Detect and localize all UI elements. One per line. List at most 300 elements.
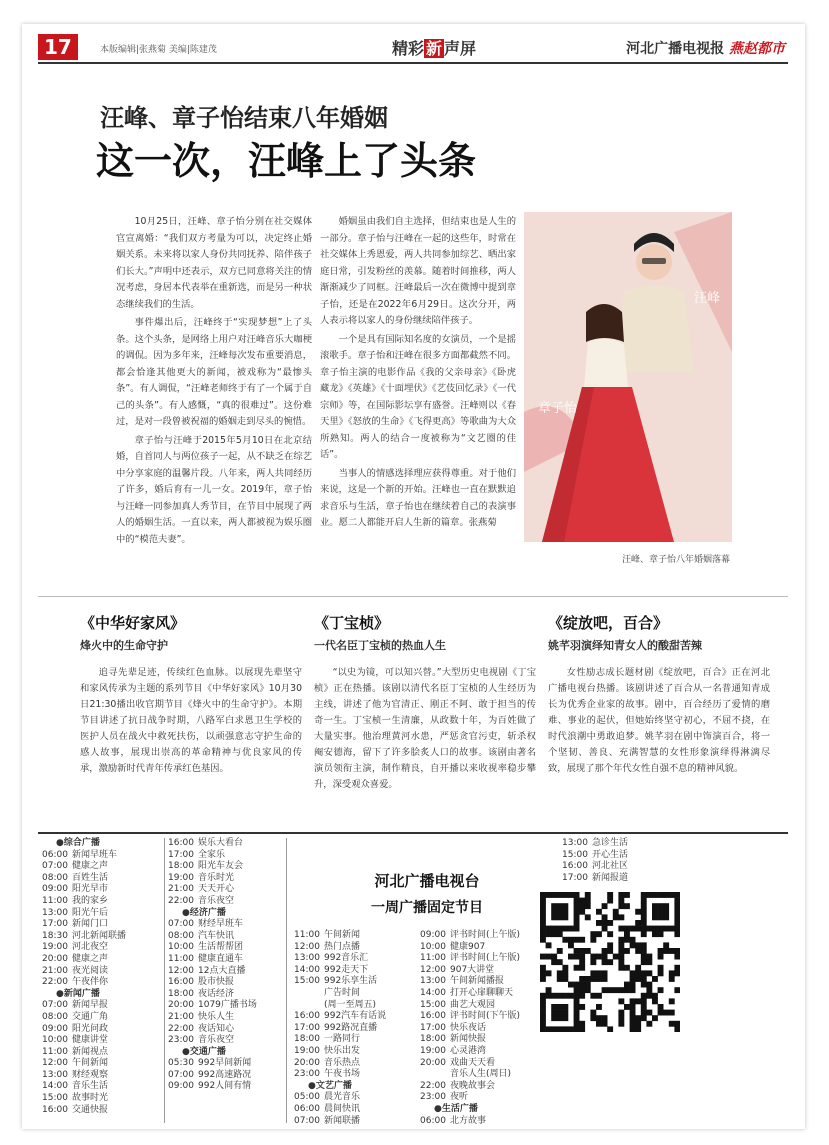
qr-module xyxy=(590,993,596,999)
qr-module xyxy=(674,987,680,993)
schedule-section-title xyxy=(42,838,164,850)
schedule-time: 20:00 xyxy=(420,1057,446,1068)
schedule-row xyxy=(168,919,286,931)
schedule-time: 19:00 xyxy=(168,872,194,883)
schedule-row xyxy=(294,965,412,977)
schedule-row xyxy=(168,989,286,1001)
qr-module xyxy=(596,920,602,926)
schedule-row xyxy=(42,884,164,896)
schedule-section-title xyxy=(168,1047,286,1059)
qr-module xyxy=(546,1026,552,1032)
qr-module xyxy=(630,1021,636,1027)
qr-module xyxy=(674,892,680,898)
schedule-time: 06:00 xyxy=(420,1115,446,1126)
qr-module xyxy=(669,892,675,898)
schedule-row xyxy=(42,861,164,873)
qr-module xyxy=(641,970,647,976)
qr-module xyxy=(646,959,652,965)
schedule-row xyxy=(168,954,286,966)
editor-line: 本版编辑|张燕菊 美编|陈建茂 xyxy=(100,45,217,55)
qr-module xyxy=(641,976,647,982)
schedule-row xyxy=(168,1058,286,1070)
qr-module xyxy=(562,1010,568,1016)
qr-module xyxy=(551,931,557,937)
schedule-program: 交通广角 xyxy=(72,1011,109,1022)
qr-module xyxy=(646,954,652,960)
qr-module xyxy=(546,993,552,999)
schedule-row xyxy=(168,1012,286,1024)
qr-module xyxy=(646,993,652,999)
schedule-time: 10:00 xyxy=(168,942,194,953)
qr-module xyxy=(658,970,664,976)
qr-module xyxy=(618,942,624,948)
qr-module xyxy=(658,1010,664,1016)
qr-module xyxy=(635,948,641,954)
qr-module xyxy=(602,970,608,976)
qr-module xyxy=(674,903,680,909)
qr-module xyxy=(646,926,652,932)
qr-module xyxy=(641,1010,647,1016)
qr-module xyxy=(551,1004,557,1010)
qr-module xyxy=(540,1015,546,1021)
article-paragraph: 章子怡与汪峰于2015年5月10日在北京结婚，自首同人与两位孩子一起，从不缺乏在综艺中分享家庭的温馨片段。八年来，两人共同经历了许多，婚后育有一儿一女。2019年，章子怡与汪峰一同参加真人秀节目，在节目中展现了两人的婚姻生活。一直以来，两人都被视为娱乐圈中的“模范夫妻”。 xyxy=(116,434,312,545)
qr-module xyxy=(630,1026,636,1032)
schedule-program: 夜话经济 xyxy=(198,988,235,999)
qr-module xyxy=(590,970,596,976)
schedule-row xyxy=(420,942,540,954)
paper-brand: 燕赵都市 xyxy=(729,41,785,57)
schedule-time: 08:00 xyxy=(168,930,194,941)
schedule-row xyxy=(168,838,286,850)
qr-module xyxy=(674,954,680,960)
qr-module xyxy=(574,1021,580,1027)
qr-module xyxy=(641,931,647,937)
qr-module xyxy=(669,1010,675,1016)
qr-module xyxy=(618,959,624,965)
qr-module xyxy=(602,959,608,965)
qr-module xyxy=(652,931,658,937)
schedule-time: 13:00 xyxy=(562,838,588,848)
schedule-time: 14:00 xyxy=(294,964,320,975)
schedule-program: 992走天下 xyxy=(324,964,369,975)
qr-module xyxy=(613,909,619,915)
schedule-program: 992汽车有话说 xyxy=(324,1011,387,1022)
qr-module xyxy=(574,965,580,971)
schedule-row xyxy=(42,966,164,978)
schedule-column-1 xyxy=(42,838,164,1116)
schedule-time: 09:00 xyxy=(42,1023,68,1034)
schedule-program: 992音乐汇 xyxy=(324,953,369,964)
qr-module xyxy=(562,914,568,920)
qr-module xyxy=(613,987,619,993)
qr-module xyxy=(540,954,546,960)
qr-module xyxy=(607,987,613,993)
qr-module xyxy=(652,914,658,920)
schedule-time: 12:00 xyxy=(42,1058,68,1069)
schedule-time: 12:00 xyxy=(420,964,446,975)
schedule-time: 18:00 xyxy=(168,988,194,999)
schedule-row xyxy=(168,931,286,943)
schedule-program: 午夜书场 xyxy=(324,1069,361,1080)
schedule-row xyxy=(168,861,286,873)
qr-module xyxy=(596,1015,602,1021)
qr-module xyxy=(630,970,636,976)
schedule-time: 22:00 xyxy=(168,895,194,906)
qr-module xyxy=(602,926,608,932)
schedule-program: 评书时间(下午版) xyxy=(450,1011,521,1022)
qr-module xyxy=(630,926,636,932)
schedule-time: 18:00 xyxy=(420,1034,446,1045)
section-title-post: 声屏 xyxy=(444,39,477,58)
schedule-time: 23:00 xyxy=(420,1092,446,1103)
qr-module xyxy=(618,898,624,904)
schedule-row xyxy=(168,977,286,989)
qr-module xyxy=(618,1015,624,1021)
qr-module xyxy=(562,1026,568,1032)
qr-module xyxy=(585,987,591,993)
qr-module xyxy=(574,1026,580,1032)
qr-module xyxy=(574,998,580,1004)
schedule-row xyxy=(168,850,286,862)
qr-module xyxy=(641,948,647,954)
qr-module xyxy=(579,965,585,971)
schedule-row xyxy=(168,873,286,885)
schedule-row xyxy=(42,1081,164,1093)
qr-module xyxy=(557,892,563,898)
schedule-row xyxy=(294,1104,412,1116)
schedule-row xyxy=(42,1093,164,1105)
schedule-time: 15:00 xyxy=(42,1093,68,1104)
schedule-row xyxy=(42,942,164,954)
schedule-time: 12:00 xyxy=(294,941,320,952)
feature-subtitle: 一代名臣丁宝桢的热血人生 xyxy=(314,639,446,652)
schedule-time: 07:00 xyxy=(42,1000,68,1011)
schedule-time: 16:00 xyxy=(420,1011,446,1022)
qr-module xyxy=(613,914,619,920)
qr-module xyxy=(557,993,563,999)
qr-module xyxy=(546,942,552,948)
qr-module xyxy=(551,1015,557,1021)
qr-module xyxy=(557,931,563,937)
qr-module xyxy=(602,920,608,926)
qr-module xyxy=(674,1026,680,1032)
qr-module xyxy=(562,965,568,971)
article-paragraph: 一个是具有国际知名度的女演员，一个是摇滚歌手。章子怡和汪峰在很多方面都截然不同。章子怡主演的电影作品《我的父亲母亲》《卧虎藏龙》《英雄》《十面埋伏》《艺伎回忆录》《一代宗师》等，在国际影坛享有盛誉。汪峰则以《春天里》《怒放的生命》《飞得更高》等歌曲为大众所熟知。两人的结合一度被称为“文艺圈的佳话”。 xyxy=(320,333,516,460)
qr-module xyxy=(618,948,624,954)
schedule-row xyxy=(168,942,286,954)
qr-module xyxy=(557,976,563,982)
qr-module xyxy=(646,1021,652,1027)
schedule-time: 16:00 xyxy=(42,1104,68,1115)
qr-module xyxy=(641,898,647,904)
qr-module xyxy=(674,914,680,920)
schedule-column-2 xyxy=(168,838,286,1093)
schedule-time: 21:00 xyxy=(168,884,194,895)
qr-module xyxy=(618,998,624,1004)
qr-module xyxy=(652,993,658,999)
schedule-time: 20:00 xyxy=(42,953,68,964)
schedule-time: 07:00 xyxy=(294,1115,320,1126)
qr-module xyxy=(630,1015,636,1021)
qr-module xyxy=(579,982,585,988)
schedule-program: 心灵港湾 xyxy=(450,1045,487,1056)
schedule-time: 16:00 xyxy=(294,1011,320,1022)
schedule-row xyxy=(168,966,286,978)
schedule-program: 一路同行 xyxy=(324,1034,361,1045)
schedule-time: 09:00 xyxy=(168,1081,194,1092)
schedule-row xyxy=(420,1116,540,1128)
qr-module xyxy=(635,942,641,948)
qr-module xyxy=(674,965,680,971)
qr-module xyxy=(641,959,647,965)
schedule-program: 992早间新闻 xyxy=(198,1058,252,1069)
schedule-program: 百姓生活 xyxy=(72,872,109,883)
schedule-time: 15:00 xyxy=(420,999,446,1010)
schedule-row xyxy=(42,850,164,862)
article-paragraph: 当事人的情感选择理应获得尊重。对于他们来说，这是一个新的开始。汪峰也一直在默默追求音乐与生活，章子怡也在继续着自己的表演事业。愿二人都能开启人生新的篇章。张燕菊 xyxy=(320,467,516,528)
schedule-program: 健康直通车 xyxy=(198,953,244,964)
schedule-time: 21:00 xyxy=(168,1011,194,1022)
schedule-time: 14:00 xyxy=(420,987,446,998)
qr-module xyxy=(674,926,680,932)
qr-module xyxy=(557,948,563,954)
schedule-program: 12点大直播 xyxy=(198,965,246,976)
qr-module xyxy=(551,903,557,909)
schedule-row xyxy=(294,1092,412,1104)
paper-title: 河北广播电视报 xyxy=(626,41,725,57)
sign-wangfeng: 汪峰 xyxy=(694,291,721,306)
schedule-row xyxy=(294,942,412,954)
schedule-program: 夜光阅读 xyxy=(72,965,109,976)
qr-module xyxy=(607,948,613,954)
qr-module xyxy=(590,931,596,937)
column-rule xyxy=(164,838,165,1123)
qr-module xyxy=(596,909,602,915)
schedule-time: 17:00 xyxy=(294,1022,320,1033)
qr-module xyxy=(624,931,630,937)
qr-module xyxy=(562,970,568,976)
qr-module xyxy=(669,926,675,932)
qr-module xyxy=(596,993,602,999)
qr-module xyxy=(674,909,680,915)
schedule-time: 16:00 xyxy=(562,861,588,872)
couple-photo-illustration xyxy=(524,212,732,542)
qr-module xyxy=(630,942,636,948)
qr-module xyxy=(568,937,574,943)
qr-module xyxy=(574,1015,580,1021)
qr-module xyxy=(579,976,585,982)
schedule-row xyxy=(420,1000,540,1012)
schedule-row xyxy=(420,976,540,988)
qr-module xyxy=(574,982,580,988)
schedule-row xyxy=(420,930,540,942)
qr-module xyxy=(635,909,641,915)
qr-module xyxy=(618,1010,624,1016)
qr-module xyxy=(551,993,557,999)
schedule-row xyxy=(294,976,412,988)
schedule-row xyxy=(294,1116,412,1128)
qr-module xyxy=(641,909,647,915)
qr-module xyxy=(669,976,675,982)
schedule-row xyxy=(420,988,540,1000)
feature-column-3 xyxy=(548,612,770,777)
schedule-program: 健康讲堂 xyxy=(72,1035,109,1046)
schedule-time: 09:00 xyxy=(42,884,68,895)
article-column-1 xyxy=(116,214,312,550)
qr-module xyxy=(635,965,641,971)
qr-module xyxy=(618,914,624,920)
qr-module xyxy=(641,926,647,932)
qr-module xyxy=(562,993,568,999)
schedule-program: 天天开心 xyxy=(198,884,235,895)
qr-module xyxy=(618,926,624,932)
qr-module xyxy=(540,909,546,915)
qr-module xyxy=(674,948,680,954)
qr-module xyxy=(663,909,669,915)
schedule-divider xyxy=(38,832,788,834)
qr-code[interactable] xyxy=(540,892,680,1032)
schedule-program: 股市快报 xyxy=(198,977,235,988)
qr-module xyxy=(652,926,658,932)
schedule-program: 健康907 xyxy=(450,941,486,952)
qr-module xyxy=(551,914,557,920)
section-divider xyxy=(38,596,788,597)
qr-module xyxy=(652,976,658,982)
qr-module xyxy=(602,1015,608,1021)
schedule-time: 05:00 xyxy=(294,1092,320,1103)
qr-module xyxy=(557,1026,563,1032)
schedule-row xyxy=(42,919,164,931)
qr-module xyxy=(641,892,647,898)
qr-module xyxy=(669,1021,675,1027)
feature-body: “以史为镜，可以知兴替。”大型历史电视剧《丁宝桢》正在热播。该剧以清代名臣丁宝桢的人生经历为主线，讲述了他为官清正、刚正不阿、敢于担当的传奇一生。丁宝桢一生清廉，从政数十年，为百姓做了大量实事。他治理黄河水患，严惩贪官污吏，斩杀权阉安德海，留下了许多脍炙人口的故事。该剧由著名演员领衔主演，制作精良，自开播以来收视率稳步攀升，深受观众喜爱。 xyxy=(314,667,536,790)
qr-module xyxy=(607,920,613,926)
schedule-program: 财经早班车 xyxy=(198,919,244,930)
schedule-program: 生活帮帮团 xyxy=(198,942,244,953)
schedule-time: 17:00 xyxy=(420,1022,446,1033)
qr-module xyxy=(663,942,669,948)
schedule-program: 907大讲堂 xyxy=(450,964,495,975)
schedule-time: 12:00 xyxy=(168,965,194,976)
qr-module xyxy=(568,954,574,960)
qr-module xyxy=(624,965,630,971)
schedule-program: 音乐夜空 xyxy=(198,1035,235,1046)
schedule-program: 新闻报道 xyxy=(592,872,629,883)
qr-module xyxy=(663,948,669,954)
schedule-row xyxy=(42,873,164,885)
qr-code-graphic xyxy=(540,892,680,1032)
qr-module xyxy=(652,903,658,909)
qr-module xyxy=(635,1026,641,1032)
schedule-program: 夜话知心 xyxy=(198,1023,235,1034)
qr-module xyxy=(546,892,552,898)
article-paragraph: 10月25日，汪峰、章子怡分别在社交媒体官宣离婚：“我们双方考量为可以，决定终止婚姻关系。未来将以家人身份共同抚养、陪伴孩子们长大。”声明中还表示，双方已同意将关注的情况考虑，身居本代表举在重新选，而是另一种状态继续我们的生活。 xyxy=(116,216,312,310)
qr-module xyxy=(646,970,652,976)
schedule-time: 22:00 xyxy=(420,1080,446,1091)
schedule-row xyxy=(562,861,802,873)
schedule-section-label: ●新闻广播 xyxy=(56,988,100,999)
qr-module xyxy=(618,987,624,993)
schedule-program: 娱乐大看台 xyxy=(198,838,244,848)
qr-module xyxy=(579,993,585,999)
qr-module xyxy=(635,926,641,932)
schedule-section-label: ●综合广播 xyxy=(56,838,100,848)
article-paragraph: 婚姻虽由我们自主选择，但结束也是人生的一部分。章子怡与汪峰在一起的这些年，时常在社交媒体上秀恩爱，两人共同参加综艺、晒出家庭日常，引发粉丝的羡慕。随着时间推移，两人渐渐减少了同框。汪峰最后一次在微博中提到章子怡，还是在2022年6月29日。这次分开，两人表示将以家人的身份继续陪伴孩子。 xyxy=(320,216,516,326)
schedule-row xyxy=(42,1012,164,1024)
schedule-program: 曲艺大观园 xyxy=(450,999,496,1010)
section-title-pre: 精彩 xyxy=(392,39,425,58)
qr-module xyxy=(674,1021,680,1027)
qr-module xyxy=(579,909,585,915)
qr-module xyxy=(574,1004,580,1010)
schedule-program: 交通快报 xyxy=(72,1104,109,1115)
schedule-program: 992人间有情 xyxy=(198,1081,252,1092)
schedule-time: 10:00 xyxy=(420,941,446,952)
qr-module xyxy=(663,1010,669,1016)
schedule-program: 汽车快讯 xyxy=(198,930,235,941)
schedule-program: 新闻早报 xyxy=(72,1000,109,1011)
qr-module xyxy=(641,920,647,926)
qr-module xyxy=(546,931,552,937)
schedule-program: 午间新闻 xyxy=(72,1058,109,1069)
schedule-program: 992路况直播 xyxy=(324,1022,378,1033)
qr-module xyxy=(635,920,641,926)
qr-module xyxy=(574,954,580,960)
qr-module xyxy=(641,982,647,988)
schedule-program: 广告时间 xyxy=(324,987,361,998)
schedule-section-title xyxy=(420,1104,540,1116)
qr-module xyxy=(658,914,664,920)
schedule-program: 音乐时光 xyxy=(198,872,235,883)
schedule-time: 13:00 xyxy=(42,1069,68,1080)
feature-column-1 xyxy=(80,612,302,777)
schedule-time: 22:00 xyxy=(168,1023,194,1034)
qr-module xyxy=(590,1015,596,1021)
qr-module xyxy=(579,937,585,943)
schedule-time: 08:00 xyxy=(42,1011,68,1022)
schedule-program: 评书时间(上午版) xyxy=(450,953,521,964)
schedule-time: 18:30 xyxy=(42,930,68,941)
qr-module xyxy=(585,948,591,954)
qr-module xyxy=(641,1015,647,1021)
schedule-row xyxy=(42,1047,164,1059)
sign-zhangziyi: 章子怡 xyxy=(538,401,578,416)
qr-module xyxy=(641,998,647,1004)
qr-module xyxy=(562,926,568,932)
qr-module xyxy=(590,937,596,943)
schedule-row xyxy=(42,1024,164,1036)
qr-module xyxy=(618,1021,624,1027)
schedule-time: 08:00 xyxy=(42,872,68,883)
qr-module xyxy=(630,1010,636,1016)
schedule-section-label: ●文艺广播 xyxy=(308,1080,352,1091)
section-title xyxy=(392,36,476,59)
qr-module xyxy=(607,931,613,937)
feature-column-2 xyxy=(314,612,536,793)
schedule-section-label: ●经济广播 xyxy=(182,907,226,918)
qr-module xyxy=(568,942,574,948)
qr-module xyxy=(630,987,636,993)
qr-module xyxy=(574,892,580,898)
schedule-row xyxy=(294,988,412,1000)
qr-module xyxy=(579,1021,585,1027)
qr-module xyxy=(641,1004,647,1010)
qr-module xyxy=(540,931,546,937)
schedule-program: 河北社区 xyxy=(592,861,629,872)
schedule-program: 快乐人生 xyxy=(198,1011,235,1022)
schedule-section-title xyxy=(294,1081,412,1093)
schedule-column-3 xyxy=(294,930,412,1127)
